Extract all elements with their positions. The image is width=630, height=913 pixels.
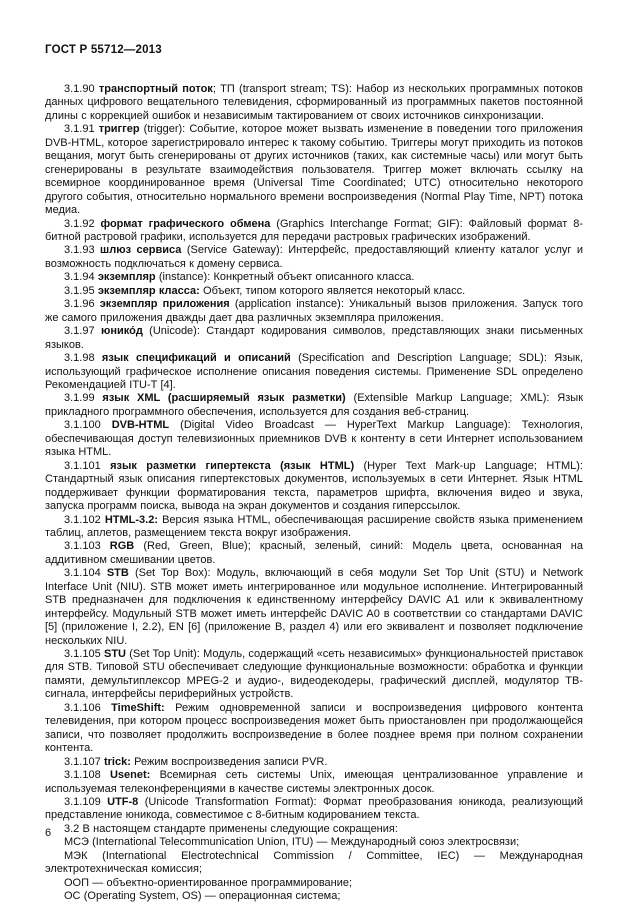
term-name: TimeShift: <box>111 701 165 714</box>
term-number: 3.1.102 <box>64 513 105 526</box>
term-definition: (Graphics Interchange Format; GIF): Файловый формат 8-битной растровой графики, используется для передачи растровых графических изображений. <box>45 217 583 243</box>
term-number: 3.1.104 <box>64 567 107 580</box>
term-number: 3.1.96 <box>64 298 100 311</box>
term-paragraph <box>45 796 583 823</box>
term-definition: (Extensible Markup Language; XML): Язык прикладного программного обеспечения, используется для создания веб-страниц. <box>45 392 584 418</box>
term-number: 3.1.93 <box>64 244 101 257</box>
term-definition: (Unicode Transformation Format): Формат преобразования юникода, реализующий представление юникода, совместимое с 8-битным кодированием текста. <box>45 796 583 822</box>
term-paragraph <box>45 392 583 419</box>
term-paragraph <box>45 298 583 325</box>
term-name: язык разметки гипертекста (язык HTML) <box>110 459 355 472</box>
term-name: DVB-HTML <box>111 419 170 432</box>
term-definition: (Service Gateway): Интерфейс, предоставляющий клиенту каталог услуг и возможность подключаться к домену сервиса. <box>45 244 583 270</box>
abbreviations-list <box>45 836 583 903</box>
term-paragraph <box>45 271 583 284</box>
term-name: HTML-3.2: <box>104 513 158 526</box>
term-name: STB <box>106 567 129 580</box>
term-definition: (instance): Конкретный объект описанного класса. <box>155 271 415 284</box>
term-name: RGB <box>109 540 135 553</box>
term-number: 3.1.108 <box>64 769 110 782</box>
term-definition: Режим одновременной записи и воспроизведения цифрового контента телевидения, при котором процесс воспроизведения может быть приостановлен при продолжающейся записи, что позволяет продолжить воспроизведение в более позднее время при полном сохранении контента. <box>45 701 583 755</box>
term-definition: (Specification and Description Language; SDL): Язык, использующий графическое исполнение описания поведения системы. Применение SDL определено Рекомендацией ITU-T [4]. <box>45 352 583 391</box>
term-name: Usenet: <box>109 769 151 782</box>
term-paragraph <box>45 756 583 769</box>
term-number: 3.1.105 <box>64 648 104 661</box>
term-paragraph <box>45 514 583 541</box>
term-name: STU <box>103 648 126 661</box>
term-definition: Режим воспроизведения записи PVR. <box>130 755 328 768</box>
term-number: 3.1.103 <box>64 540 110 553</box>
term-name: юнико́д <box>100 325 143 338</box>
term-number: 3.1.100 <box>64 419 112 432</box>
term-definition: (application instance): Уникальный вызов приложения. Запуск того же самого приложения дважды дает два различных экземпляра приложения. <box>45 298 583 324</box>
term-paragraph <box>45 769 583 796</box>
abbreviation-item: ОС (Operating System, OS) — операционная система; <box>64 890 341 903</box>
page-content <box>45 44 583 904</box>
term-paragraph <box>45 325 583 352</box>
term-definition: Объект, типом которого является некоторый класс. <box>199 284 466 297</box>
term-definition: (trigger): Событие, которое может вызвать изменение в поведении того приложения DVB-HTML, которое зарегистрировало интерес к такому событию. Триггеры могут приходить из потоков вещания, могут быть сгенерированы от других источников (таких, как системные часы) или могут быть сгенерированы в результате взаимодействия пользователя. Триггер может включать ссылку на всемирное координированное время (Universal Time Coordinated; UTC) относительно некоторого другого события, относительно нормального времени воспроизведения (Normal Play Time, NPT) потока медиа. <box>45 123 583 217</box>
term-name: экземпляр класса: <box>97 284 200 297</box>
term-paragraph <box>45 352 583 392</box>
term-name: trick: <box>103 755 131 768</box>
term-name: формат графического обмена <box>100 217 271 230</box>
term-definition: Всемирная сеть системы Unix, имеющая централизованное управление и используемая телеконференциями в качестве системы электронных досок. <box>45 769 583 795</box>
term-paragraph <box>45 419 583 459</box>
term-number: 3.1.95 <box>64 284 98 297</box>
page-number: 6 <box>45 827 52 839</box>
document-standard-header: ГОСТ Р 55712—2013 <box>45 44 162 56</box>
term-name: язык XML (расширяемый язык разметки) <box>102 392 346 405</box>
term-name: UTF-8 <box>107 796 139 809</box>
term-paragraph <box>45 83 583 123</box>
term-definition: (Digital Video Broadcast — HyperText Markup Language): Технология, обеспечивающая доступ телевизионных приемников DVB к контенту в сети Интернет использованием языка HTML. <box>45 419 583 459</box>
term-paragraph <box>45 648 583 702</box>
term-paragraph <box>45 460 583 514</box>
term-paragraph <box>45 702 583 756</box>
term-paragraph <box>45 123 583 217</box>
term-definition: (Set Top Box): Модуль, включающий в себя модули Set Top Unit (STU) и Network Interface Unit (NIU). STB может иметь интегрированное или модульное исполнение. Интегрированный STB предназначен для подключения к единственному интерфейсу DAVIC A1 или к эквивалентному интерфейсу. Модульный STB может иметь интерфейс DAVIC A0 в соответствии со стандартами DAVIC [5] (приложение I, 2.2), EN [6] (приложение В, раздел 4) или его эквивалент и позволяет подключение нескольких NIU. <box>45 567 583 647</box>
term-number: 3.1.107 <box>64 755 104 768</box>
term-number: 3.1.99 <box>64 392 103 405</box>
term-definition: (Red, Green, Blue); красный, зеленый, синий: Модель цвета, основанная на аддитивном смешивании цветов. <box>45 540 583 566</box>
term-name: триггер <box>98 123 140 136</box>
term-name: транспортный поток <box>98 83 213 95</box>
terms-list <box>45 83 583 823</box>
term-paragraph <box>45 567 583 648</box>
term-name: экземпляр <box>97 271 156 284</box>
term-number: 3.1.97 <box>64 325 101 338</box>
term-paragraph <box>45 285 583 298</box>
term-paragraph <box>45 244 583 271</box>
abbreviations-intro: 3.2 В настоящем стандарте применены следующие сокращения: <box>64 822 398 835</box>
term-definition: (Unicode): Стандарт кодирования символов, представляющих знаки письменных языков. <box>45 325 583 351</box>
term-definition: (Set Top Unit): Модуль, содержащий «сеть независимых» функциональностей приставок для STB. Типовой STU обеспечивает следующие функциональные возможности: обработка и функции памяти, демультиплексор MPEG-2 и аудио-, видеодекодеры, графический дисплей, модулятор ТВ-сигнала, интерфейсы периферийных устройств. <box>45 648 583 701</box>
term-definition: ; ТП (transport stream; TS): Набор из нескольких программных потоков данных цифрового вещательного телевидения, сформированный из программных пакетов постоянной длины с коррекцией ошибок и независимым тактированием от своих источников синхронизации. <box>45 83 583 122</box>
term-definition: Версия языка HTML, обеспечивающая расширение свойств языка применением таблиц, аплетов, размещением текста вокруг изображения. <box>45 513 583 539</box>
term-name: экземпляр приложения <box>99 298 230 311</box>
term-number: 3.1.98 <box>64 352 102 365</box>
term-number: 3.1.91 <box>64 123 99 136</box>
term-name: язык спецификаций и описаний <box>101 352 291 365</box>
term-number: 3.1.106 <box>64 701 112 714</box>
abbreviation-item: ООП — объектно-ориентированное программирование; <box>64 876 353 889</box>
term-paragraph <box>45 218 583 245</box>
term-number: 3.1.109 <box>64 796 108 809</box>
term-number: 3.1.101 <box>64 459 111 472</box>
term-name: шлюз сервиса <box>100 244 182 257</box>
abbreviation-item: МЭК (International Electrotechnical Commission / Committee, IEC) — Международная электротехническая комиссия; <box>45 849 583 876</box>
term-number: 3.1.92 <box>64 217 101 230</box>
term-number: 3.1.94 <box>64 271 98 284</box>
term-number: 3.1.90 <box>64 83 99 95</box>
abbreviation-item: МСЭ (International Telecommunication Union, ITU) — Международный союз электросвязи; <box>64 836 520 849</box>
term-paragraph <box>45 540 583 567</box>
term-definition: (Hyper Text Mark-up Language; HTML): Стандартный язык описания гипертекстовых документов, используемых в сети Интернет. Язык HTML поддерживает функции форматирования текста, параметров шрифта, включения видео и звука, запуска программ поиска, вывода на экран документов и создания гиперссылок. <box>45 459 583 513</box>
